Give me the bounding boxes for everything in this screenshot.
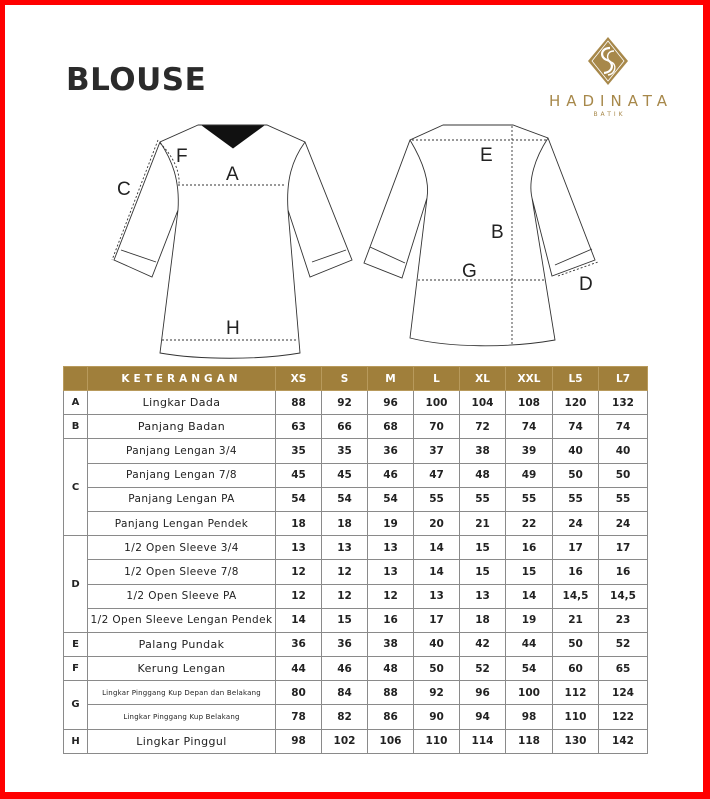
size-value-s: 12 <box>322 560 368 584</box>
size-value-l: 17 <box>414 608 460 632</box>
header-size-s: S <box>322 367 368 391</box>
size-value-s: 54 <box>322 487 368 511</box>
size-value-l5: 130 <box>553 729 599 753</box>
size-value-xs: 80 <box>276 681 322 705</box>
size-value-l7: 16 <box>599 560 648 584</box>
size-value-l: 40 <box>414 632 460 656</box>
size-value-s: 13 <box>322 536 368 560</box>
size-value-l5: 40 <box>553 439 599 463</box>
size-value-s: 35 <box>322 439 368 463</box>
table-row <box>64 632 648 656</box>
size-value-xs: 45 <box>276 463 322 487</box>
size-value-s: 36 <box>322 632 368 656</box>
table-row <box>64 608 648 632</box>
size-value-l: 37 <box>414 439 460 463</box>
table-row <box>64 681 648 705</box>
table-row <box>64 705 648 729</box>
table-row <box>64 536 648 560</box>
size-value-l5: 55 <box>553 487 599 511</box>
size-value-xl: 48 <box>460 463 506 487</box>
diamond-monogram-icon <box>586 36 630 86</box>
size-value-l7: 40 <box>599 439 648 463</box>
header-size-m: M <box>368 367 414 391</box>
measurement-label: Panjang Lengan Pendek <box>88 511 276 535</box>
measurement-code: C <box>64 439 88 536</box>
size-value-xs: 12 <box>276 584 322 608</box>
size-value-l: 14 <box>414 536 460 560</box>
size-value-xs: 88 <box>276 391 322 415</box>
size-value-xl: 94 <box>460 705 506 729</box>
size-value-s: 15 <box>322 608 368 632</box>
table-row <box>64 415 648 439</box>
size-value-xxl: 74 <box>506 415 553 439</box>
size-value-m: 86 <box>368 705 414 729</box>
size-value-l5: 50 <box>553 463 599 487</box>
size-value-xs: 63 <box>276 415 322 439</box>
brand-subtitle: BATIK <box>593 111 626 118</box>
measurement-label: Palang Pundak <box>88 632 276 656</box>
table-row <box>64 657 648 681</box>
size-value-l: 14 <box>414 560 460 584</box>
size-value-l5: 21 <box>553 608 599 632</box>
size-value-s: 66 <box>322 415 368 439</box>
table-row <box>64 487 648 511</box>
diagram-label-d: D <box>579 274 593 295</box>
size-value-l7: 74 <box>599 415 648 439</box>
size-value-l7: 142 <box>599 729 648 753</box>
size-value-xl: 96 <box>460 681 506 705</box>
size-value-m: 48 <box>368 657 414 681</box>
measurement-label: Panjang Lengan PA <box>88 487 276 511</box>
size-value-l: 110 <box>414 729 460 753</box>
size-value-m: 106 <box>368 729 414 753</box>
measurement-label: Panjang Lengan 3/4 <box>88 439 276 463</box>
measurement-label: Lingkar Pinggul <box>88 729 276 753</box>
measurement-code: A <box>64 391 88 415</box>
size-value-xxl: 16 <box>506 536 553 560</box>
size-value-l5: 112 <box>553 681 599 705</box>
size-value-l: 20 <box>414 511 460 535</box>
measurement-label: 1/2 Open Sleeve 7/8 <box>88 560 276 584</box>
size-value-l: 50 <box>414 657 460 681</box>
measurement-code: D <box>64 536 88 633</box>
size-value-l7: 50 <box>599 463 648 487</box>
size-value-l5: 120 <box>553 391 599 415</box>
diagram-label-g: G <box>462 261 477 282</box>
size-value-l: 55 <box>414 487 460 511</box>
header-size-l: L <box>414 367 460 391</box>
size-value-xxl: 49 <box>506 463 553 487</box>
size-value-l7: 17 <box>599 536 648 560</box>
header-size-xxl: XXL <box>506 367 553 391</box>
size-value-xxl: 54 <box>506 657 553 681</box>
size-value-xxl: 118 <box>506 729 553 753</box>
measurement-label: Kerung Lengan <box>88 657 276 681</box>
size-value-xxl: 55 <box>506 487 553 511</box>
size-value-xl: 15 <box>460 536 506 560</box>
size-value-m: 68 <box>368 415 414 439</box>
size-value-l: 13 <box>414 584 460 608</box>
table-row <box>64 511 648 535</box>
table-row <box>64 391 648 415</box>
measurement-code: G <box>64 681 88 729</box>
size-value-l5: 110 <box>553 705 599 729</box>
size-value-l7: 132 <box>599 391 648 415</box>
size-value-m: 38 <box>368 632 414 656</box>
diagram-label-c: C <box>117 179 131 200</box>
size-value-s: 92 <box>322 391 368 415</box>
size-value-xxl: 39 <box>506 439 553 463</box>
size-value-m: 54 <box>368 487 414 511</box>
header-keterangan: KETERANGAN <box>88 367 276 391</box>
page-title: BLOUSE <box>66 62 207 98</box>
size-value-l7: 55 <box>599 487 648 511</box>
size-chart-table <box>63 366 648 754</box>
size-value-xl: 52 <box>460 657 506 681</box>
size-value-s: 12 <box>322 584 368 608</box>
size-value-xs: 14 <box>276 608 322 632</box>
size-value-xl: 55 <box>460 487 506 511</box>
size-value-xl: 21 <box>460 511 506 535</box>
header-code-cell <box>64 367 88 391</box>
size-value-xs: 18 <box>276 511 322 535</box>
size-value-m: 46 <box>368 463 414 487</box>
size-value-l7: 23 <box>599 608 648 632</box>
measurement-label: 1/2 Open Sleeve PA <box>88 584 276 608</box>
size-value-xs: 35 <box>276 439 322 463</box>
size-value-l: 90 <box>414 705 460 729</box>
size-value-xs: 44 <box>276 657 322 681</box>
measurement-label: 1/2 Open Sleeve 3/4 <box>88 536 276 560</box>
size-value-l5: 74 <box>553 415 599 439</box>
size-value-l7: 52 <box>599 632 648 656</box>
size-value-l5: 50 <box>553 632 599 656</box>
size-value-xxl: 44 <box>506 632 553 656</box>
size-value-l: 100 <box>414 391 460 415</box>
diagram-label-h: H <box>226 318 240 339</box>
size-value-s: 102 <box>322 729 368 753</box>
header-size-xs: XS <box>276 367 322 391</box>
diagram-label-a: A <box>226 164 239 185</box>
header-size-xl: XL <box>460 367 506 391</box>
size-value-xl: 42 <box>460 632 506 656</box>
size-value-l7: 24 <box>599 511 648 535</box>
size-value-l7: 14,5 <box>599 584 648 608</box>
size-value-l7: 124 <box>599 681 648 705</box>
size-value-xxl: 14 <box>506 584 553 608</box>
measurement-code: E <box>64 632 88 656</box>
size-value-xl: 114 <box>460 729 506 753</box>
size-value-l5: 16 <box>553 560 599 584</box>
size-value-l7: 65 <box>599 657 648 681</box>
measurement-label: Lingkar Dada <box>88 391 276 415</box>
table-row <box>64 729 648 753</box>
size-value-xl: 104 <box>460 391 506 415</box>
size-value-s: 18 <box>322 511 368 535</box>
size-value-xs: 98 <box>276 729 322 753</box>
diagram-label-b: B <box>491 222 504 243</box>
measurement-label: Lingkar Pinggang Kup Depan dan Belakang <box>88 681 276 705</box>
size-value-l: 92 <box>414 681 460 705</box>
size-value-l5: 24 <box>553 511 599 535</box>
table-row <box>64 463 648 487</box>
size-value-xl: 18 <box>460 608 506 632</box>
size-value-xxl: 100 <box>506 681 553 705</box>
size-value-xs: 12 <box>276 560 322 584</box>
size-value-l5: 17 <box>553 536 599 560</box>
size-value-m: 16 <box>368 608 414 632</box>
size-value-xl: 38 <box>460 439 506 463</box>
measurement-label: Lingkar Pinggang Kup Belakang <box>88 705 276 729</box>
diagram-label-f: F <box>176 146 188 167</box>
size-value-xs: 78 <box>276 705 322 729</box>
table-row <box>64 584 648 608</box>
size-value-s: 82 <box>322 705 368 729</box>
size-value-l7: 122 <box>599 705 648 729</box>
table-row <box>64 560 648 584</box>
size-value-l: 47 <box>414 463 460 487</box>
size-value-l5: 14,5 <box>553 584 599 608</box>
brand-name: HADINATA <box>548 92 674 110</box>
size-value-xxl: 98 <box>506 705 553 729</box>
size-value-m: 88 <box>368 681 414 705</box>
measurement-code: F <box>64 657 88 681</box>
table-row <box>64 439 648 463</box>
diagram-label-e: E <box>480 145 493 166</box>
size-value-xxl: 108 <box>506 391 553 415</box>
measurement-code: B <box>64 415 88 439</box>
size-value-m: 13 <box>368 560 414 584</box>
table-header-row <box>64 367 648 391</box>
size-value-xs: 54 <box>276 487 322 511</box>
size-value-s: 45 <box>322 463 368 487</box>
header-size-l5: L5 <box>553 367 599 391</box>
size-value-m: 96 <box>368 391 414 415</box>
garment-diagrams <box>100 110 620 360</box>
size-value-xxl: 22 <box>506 511 553 535</box>
size-value-m: 19 <box>368 511 414 535</box>
size-value-xl: 15 <box>460 560 506 584</box>
measurement-label: Panjang Badan <box>88 415 276 439</box>
size-value-l: 70 <box>414 415 460 439</box>
size-value-xs: 13 <box>276 536 322 560</box>
size-value-xxl: 15 <box>506 560 553 584</box>
size-value-s: 84 <box>322 681 368 705</box>
size-value-m: 13 <box>368 536 414 560</box>
measurement-label: 1/2 Open Sleeve Lengan Pendek <box>88 608 276 632</box>
size-value-l5: 60 <box>553 657 599 681</box>
size-value-s: 46 <box>322 657 368 681</box>
measurement-code: H <box>64 729 88 753</box>
size-value-m: 12 <box>368 584 414 608</box>
size-value-m: 36 <box>368 439 414 463</box>
size-value-xs: 36 <box>276 632 322 656</box>
measurement-label: Panjang Lengan 7/8 <box>88 463 276 487</box>
header-size-l7: L7 <box>599 367 648 391</box>
size-value-xxl: 19 <box>506 608 553 632</box>
size-value-xl: 13 <box>460 584 506 608</box>
size-value-xl: 72 <box>460 415 506 439</box>
